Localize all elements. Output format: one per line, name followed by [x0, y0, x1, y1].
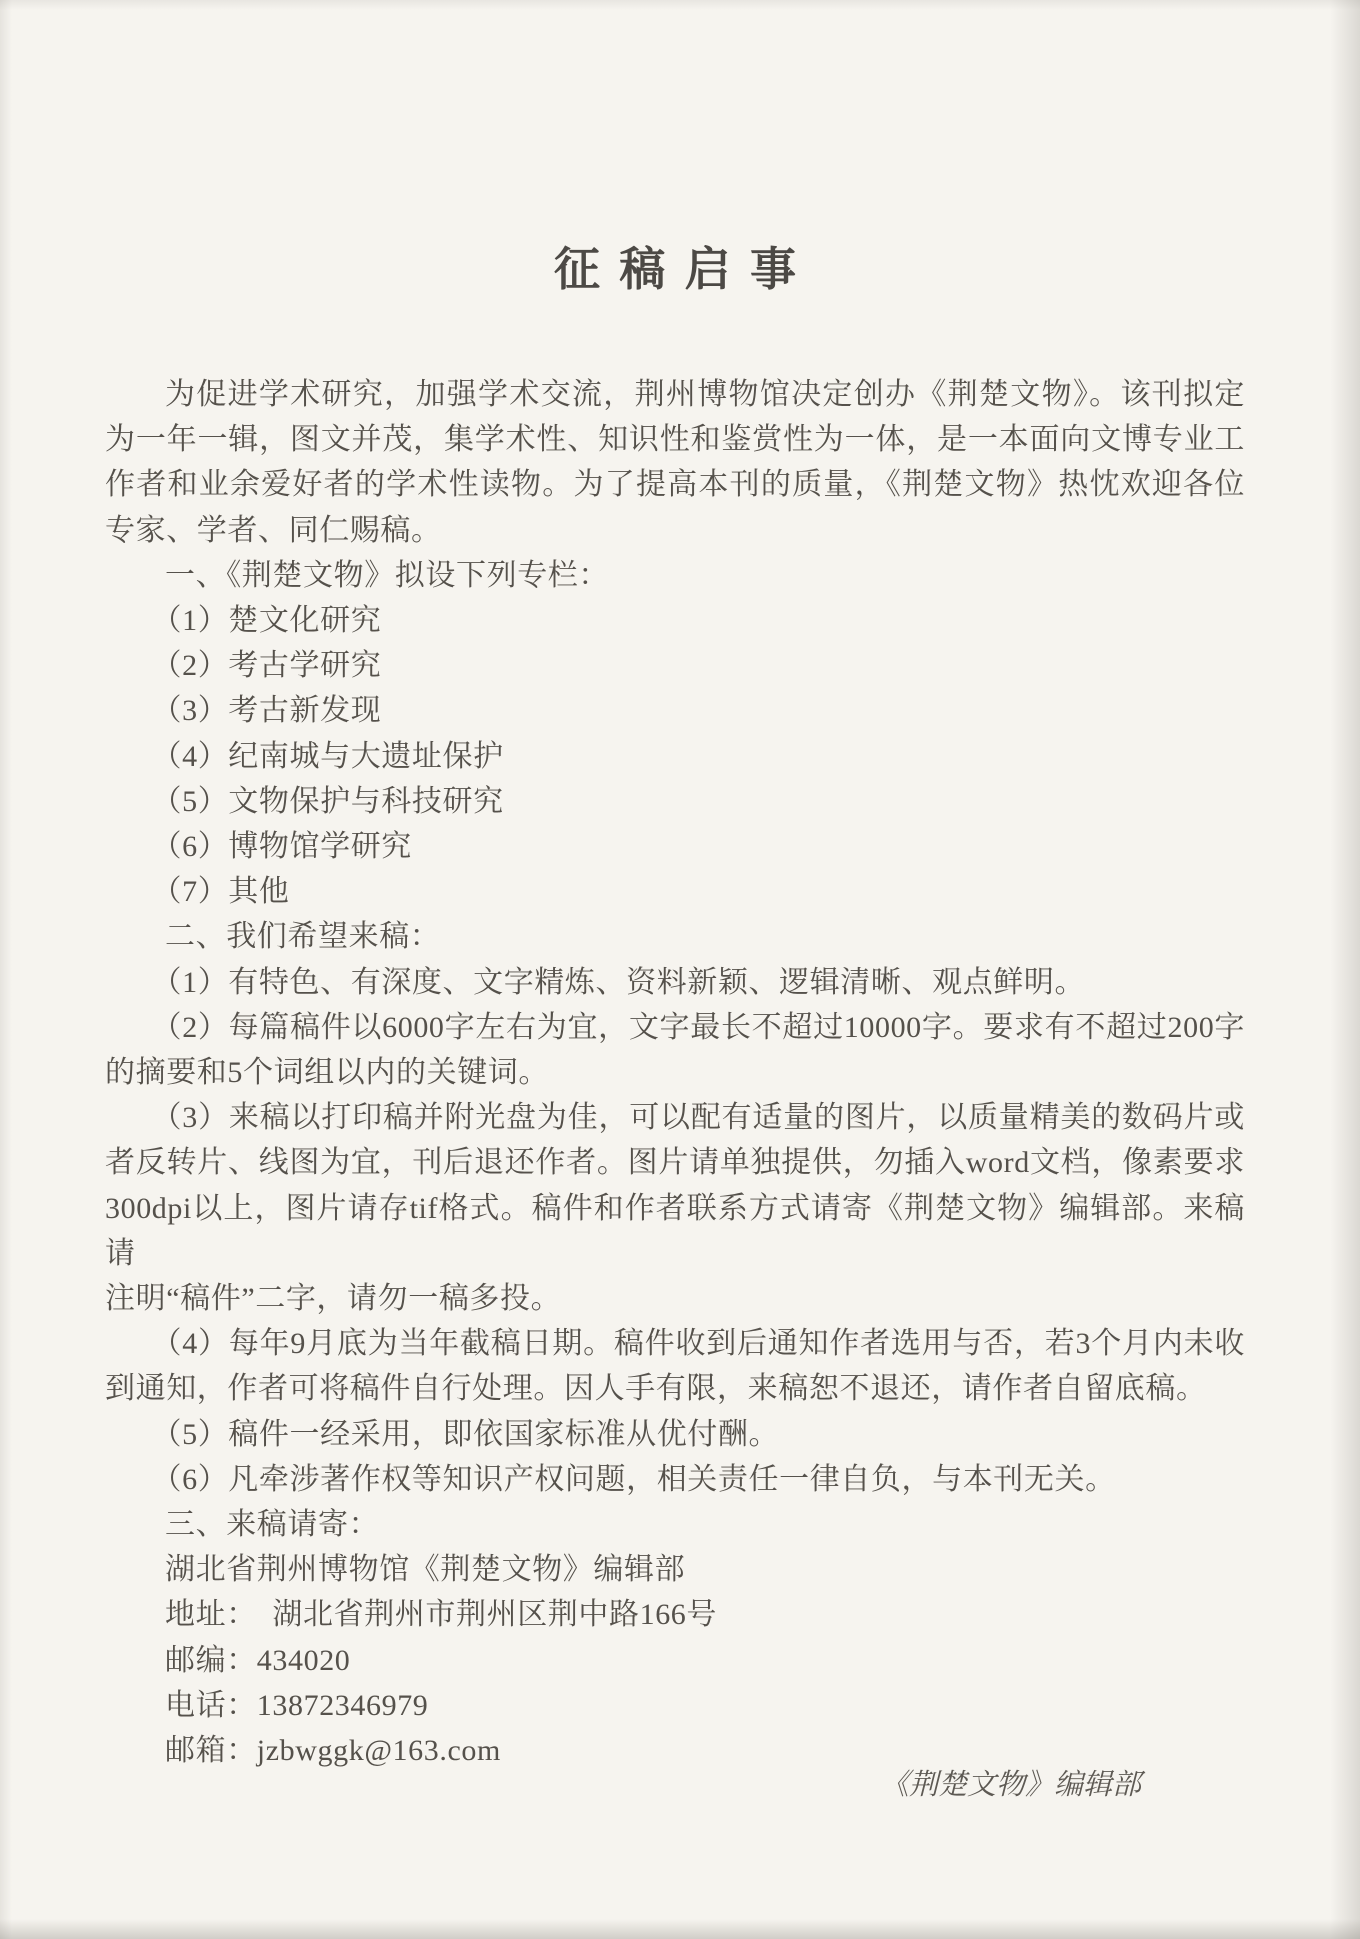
text-line: 邮箱：jzbwggk@163.com: [165, 1734, 501, 1768]
text-line: 湖北省荆州博物馆《荆楚文物》编辑部: [165, 1553, 686, 1587]
text-line: （4）每年9月底为当年截稿日期。稿件收到后通知作者选用与否，若3个月内未收: [151, 1327, 1245, 1361]
text-line: 邮编：434020: [165, 1643, 351, 1677]
page-edge-shadow-left: [0, 0, 12, 1939]
text-line: 为一年一辑，图文并茂，集学术性、知识性和鉴赏性为一体，是一本面向文博专业工: [105, 423, 1245, 457]
text-line: 一、《荆楚文物》拟设下列专栏：: [165, 558, 609, 592]
text-line: （3）来稿以打印稿并附光盘为佳，可以配有适量的图片，以质量精美的数码片或: [151, 1101, 1245, 1135]
text-line: 专家、学者、同仁赐稿。: [105, 513, 442, 547]
text-line: 者反转片、线图为宜，刊后退还作者。图片请单独提供，勿插入word文档，像素要求: [105, 1146, 1245, 1180]
text-line: 为促进学术研究，加强学术交流，荆州博物馆决定创办《荆楚文物》。该刊拟定: [165, 378, 1245, 411]
page-title: 征稿启事: [554, 243, 816, 295]
text-line: 300dpi以上，图片请存tif格式。稿件和作者联系方式请寄《荆楚文物》编辑部。来稿请: [105, 1191, 1245, 1270]
text-line: （5）稿件一经采用，即依国家标准从优付酬。: [151, 1417, 780, 1451]
text-line: （6）博物馆学研究: [151, 830, 412, 864]
text-line: （1）有特色、有深度、文字精炼、资料新颖、逻辑清晰、观点鲜明。: [151, 965, 1086, 999]
text-line: 地址： 湖北省荆州市荆州区荆中路166号: [165, 1598, 717, 1632]
text-line: 作者和业余爱好者的学术性读物。为了提高本刊的质量，《荆楚文物》热忱欢迎各位: [105, 468, 1245, 502]
text-line: （2）考古学研究: [151, 649, 382, 683]
text-line: （2）每篇稿件以6000字左右为宜，文字最长不超过10000字。要求有不超过200字: [151, 1010, 1245, 1044]
text-line: （1）楚文化研究: [151, 604, 382, 638]
text-line: （7）其他: [151, 875, 290, 909]
text-line: 电话：13872346979: [165, 1688, 429, 1722]
text-line: （5）文物保护与科技研究: [151, 784, 504, 818]
text-line: 注明“稿件”二字，请勿一稿多投。: [105, 1282, 562, 1316]
page-edge-shadow-bottom: [0, 1919, 1360, 1939]
page-edge-shadow-right: [1330, 0, 1360, 1939]
text-line: （6）凡牵涉著作权等知识产权问题，相关责任一律自负，与本刊无关。: [151, 1462, 1116, 1496]
text-line: 二、我们希望来稿：: [165, 920, 441, 954]
text-line: 到通知，作者可将稿件自行处理。因人手有限，来稿恕不退还，请作者自留底稿。: [105, 1372, 1207, 1406]
text-line: 三、来稿请寄：: [165, 1508, 380, 1542]
text-line: （4）纪南城与大遗址保护: [151, 739, 504, 773]
text-line: 的摘要和5个词组以内的关键词。: [105, 1056, 549, 1090]
text-line: （3）考古新发现: [151, 694, 382, 728]
document-body: [105, 372, 1245, 1773]
signature: 《荆楚文物》编辑部: [879, 1769, 1141, 1801]
page-edge-shadow-top: [0, 0, 1360, 10]
